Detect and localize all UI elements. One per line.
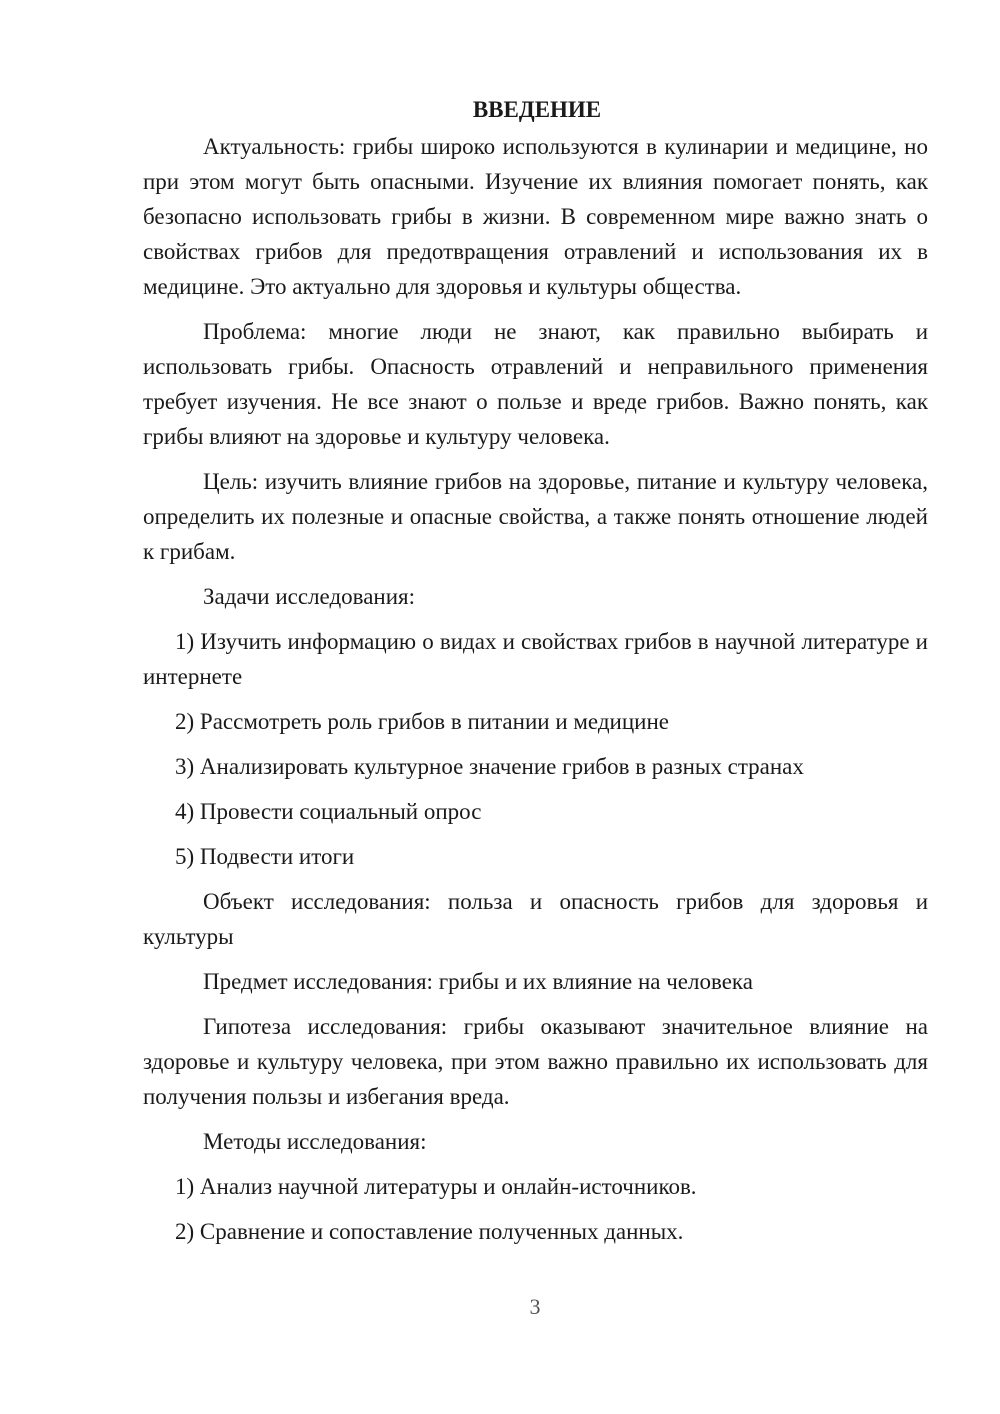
list-item-task-5: 5) Подвести итоги	[175, 844, 355, 869]
list-item-task-1: 1) Изучить информацию о видах и свойствах грибов в научной литературе и интернете	[143, 629, 928, 689]
list-item-task-2: 2) Рассмотреть роль грибов в питании и медицине	[175, 709, 669, 734]
paragraph-methods-heading: Методы исследования:	[203, 1129, 427, 1154]
list-item-task-3: 3) Анализировать культурное значение грибов в разных странах	[175, 754, 804, 779]
page-number: 3	[529, 1294, 541, 1319]
paragraph-tasks-heading: Задачи исследования:	[203, 584, 416, 609]
document-title: ВВЕДЕНИЕ	[472, 97, 602, 122]
paragraph-relevance: Актуальность: грибы широко используются в кулинарии и медицине, но при этом могут быть опасными. Изучение их влияния помогает понять, как безопасно использовать грибы в жизни. В современном мире важно знать о свойствах грибов для предотвращения отравлений и использования их в медицине. Это актуально для здоровья и культуры общества.	[143, 134, 928, 299]
paragraph-subject: Предмет исследования: грибы и их влияние на человека	[203, 969, 753, 994]
list-item-task-4: 4) Провести социальный опрос	[175, 799, 482, 824]
list-item-method-1: 1) Анализ научной литературы и онлайн-источников.	[175, 1174, 697, 1199]
paragraph-hypothesis: Гипотеза исследования: грибы оказывают значительное влияние на здоровье и культуру человека, при этом важно правильно их использовать для получения пользы и избегания вреда.	[143, 1014, 928, 1109]
paragraph-goal: Цель: изучить влияние грибов на здоровье, питание и культуру человека, определить их полезные и опасные свойства, а также понять отношение людей к грибам.	[143, 469, 928, 564]
list-item-method-2: 2) Сравнение и сопоставление полученных данных.	[175, 1219, 684, 1244]
paragraph-object: Объект исследования: польза и опасность грибов для здоровья и культуры	[143, 889, 928, 949]
paragraph-problem: Проблема: многие люди не знают, как правильно выбирать и использовать грибы. Опасность отравлений и неправильного применения требует изучения. Не все знают о пользе и вреде грибов. Важно понять, как грибы влияют на здоровье и культуру человека.	[143, 319, 928, 449]
document-page	[143, 92, 928, 1259]
